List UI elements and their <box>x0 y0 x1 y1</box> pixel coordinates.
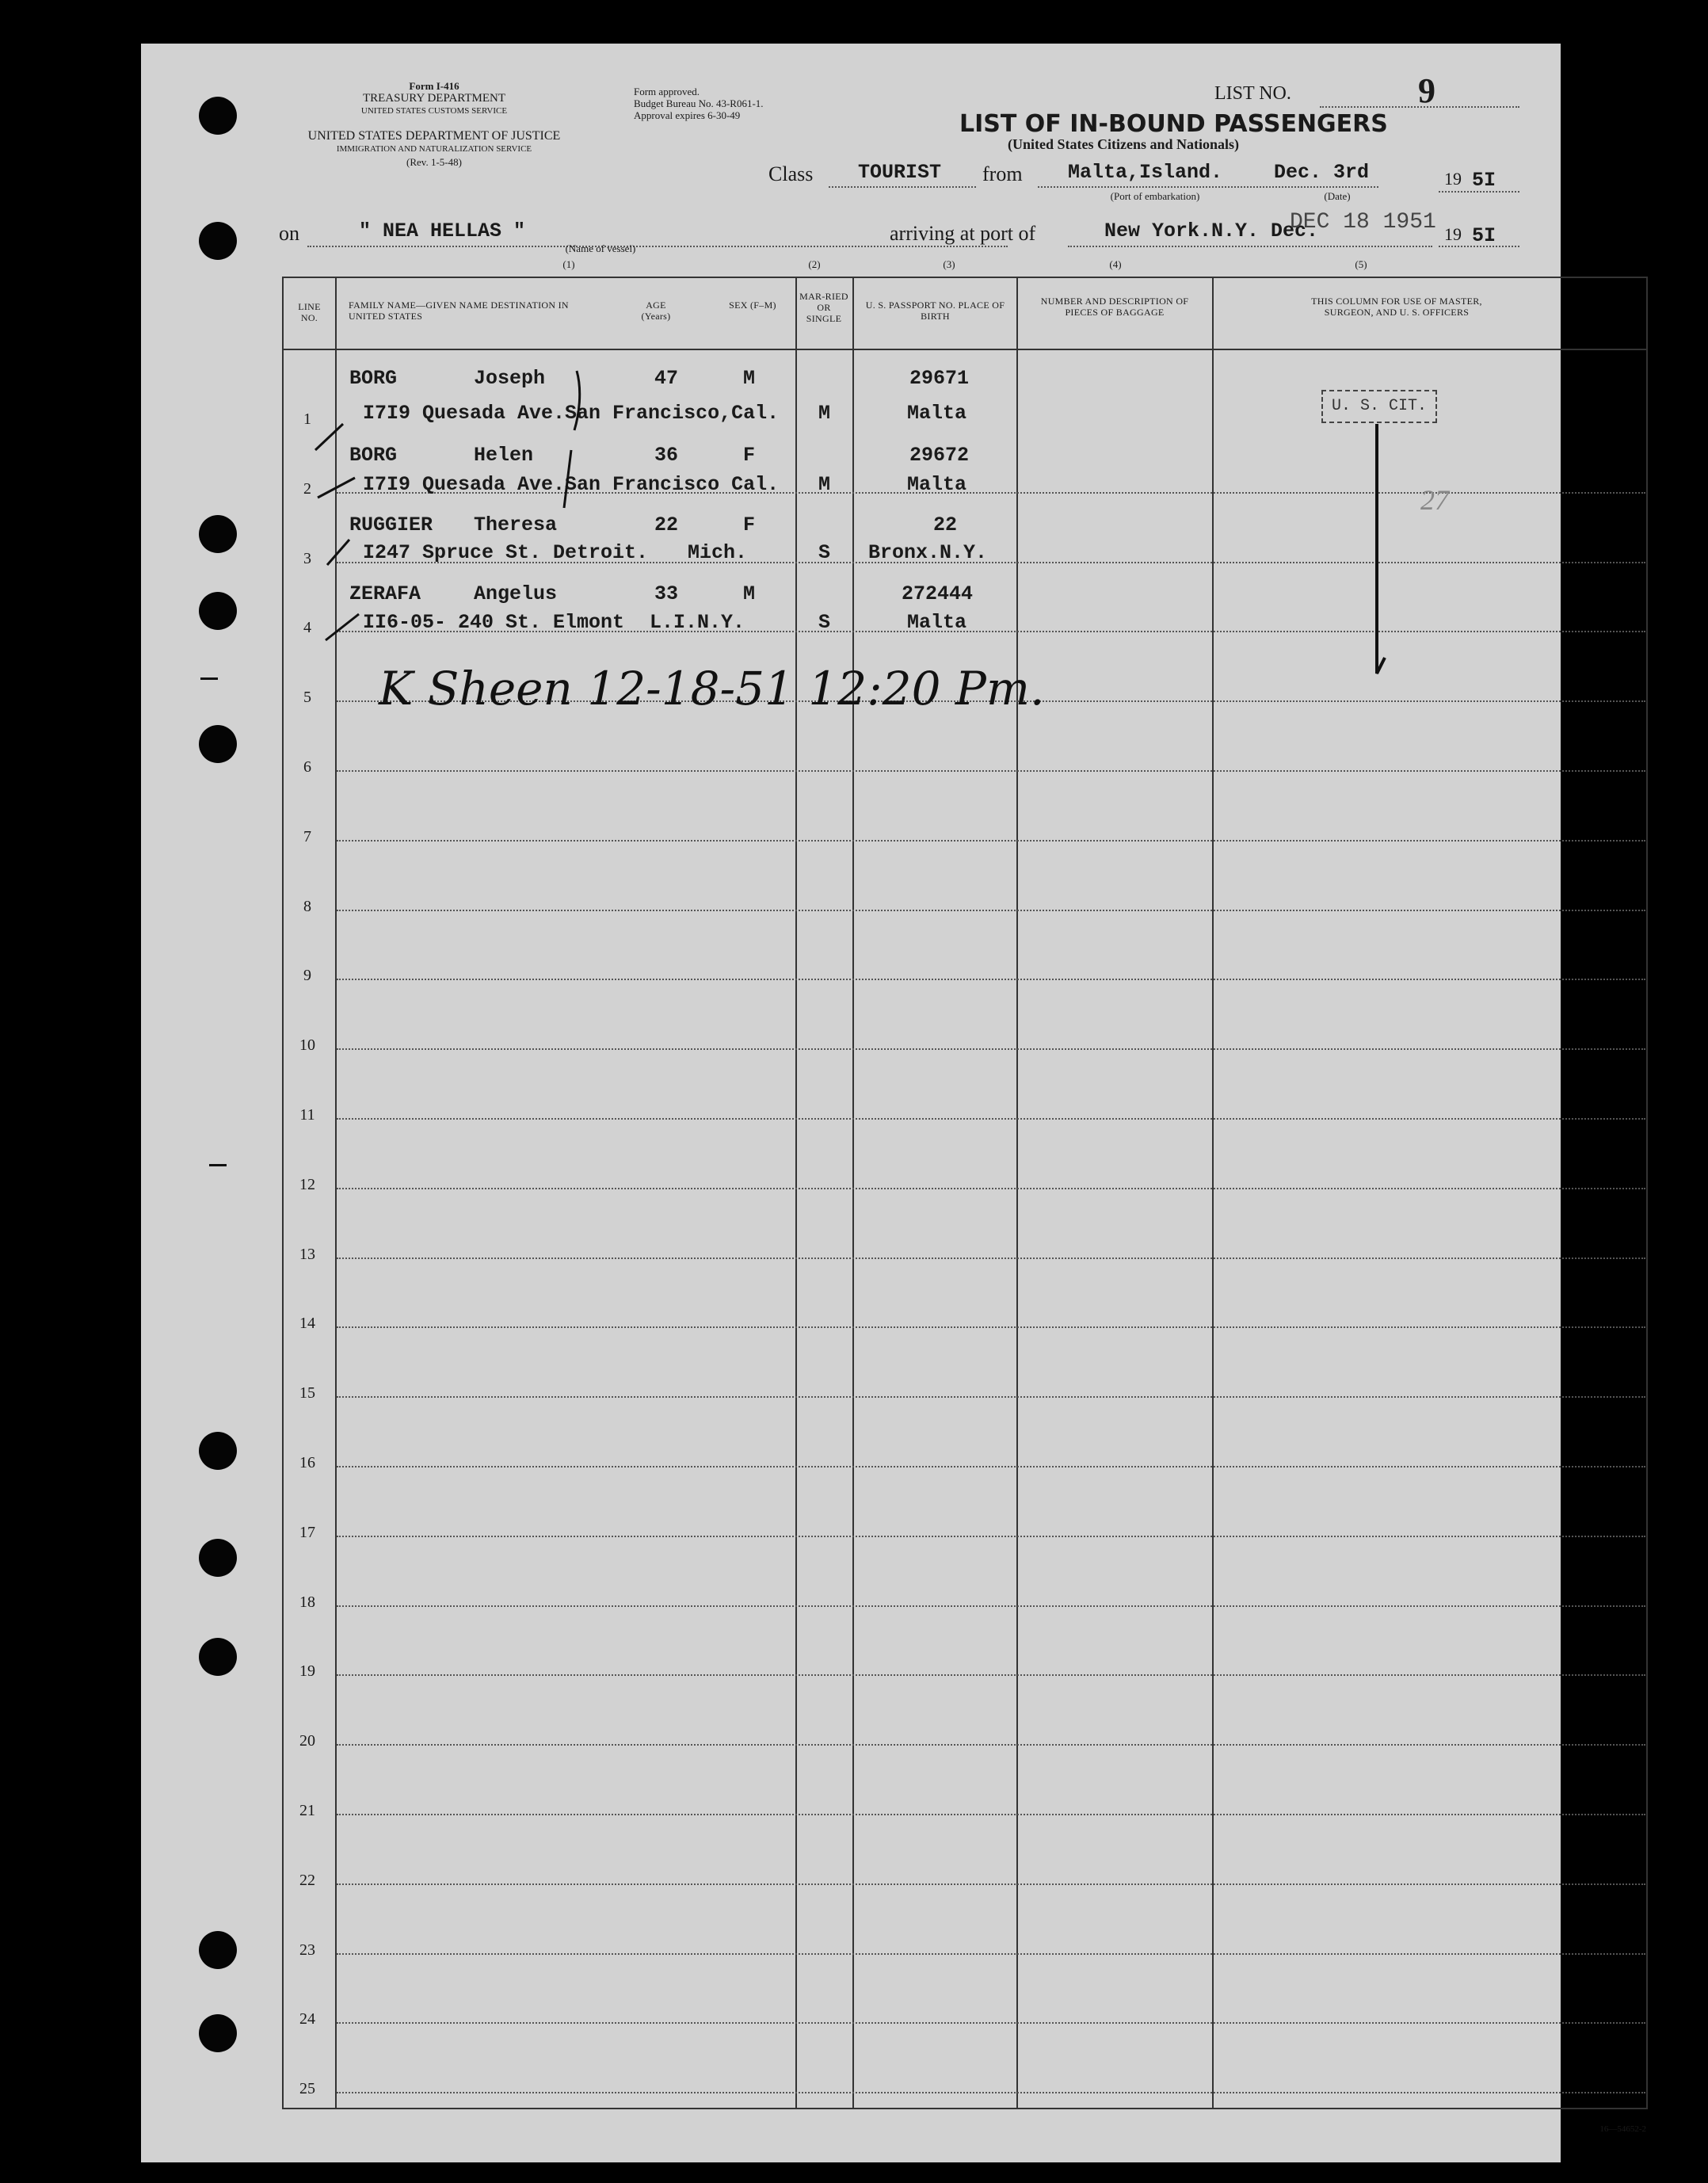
row-line <box>337 2092 1645 2093</box>
line-number: 14 <box>299 1315 315 1332</box>
revision: (Rev. 1-5-48) <box>406 156 462 168</box>
row-line <box>337 1258 1645 1259</box>
row-line <box>337 1188 1645 1189</box>
sex: M <box>743 582 756 605</box>
address: I247 Spruce St. Detroit. <box>363 541 649 564</box>
line-number: 24 <box>299 2010 315 2028</box>
marital-status: M <box>818 402 831 425</box>
marital-status: S <box>818 611 831 634</box>
year-suffix-2: 5I <box>1472 224 1496 247</box>
header-baggage: NUMBER AND DESCRIPTION OF PIECES OF BAGGAGE <box>1040 296 1189 318</box>
budget-bureau: Budget Bureau No. 43-R061-1. <box>634 97 764 109</box>
address: I7I9 Quesada Ave.San Francisco,Cal. <box>363 402 780 425</box>
year-prefix-1: 19 <box>1444 169 1462 189</box>
age: 22 <box>654 513 679 536</box>
address: II6-05- 240 St. Elmont <box>363 611 625 634</box>
treasury-department: TREASURY DEPARTMENT <box>362 92 506 105</box>
row-line <box>337 1814 1645 1815</box>
address-state: Mich. <box>688 541 748 564</box>
row-line <box>337 979 1645 980</box>
row-line <box>337 1536 1645 1537</box>
citizen-stamp <box>1321 390 1437 423</box>
passport-no: 29671 <box>909 367 970 390</box>
passport-no: 29672 <box>909 444 970 467</box>
row-line <box>337 1048 1645 1050</box>
line-number: 23 <box>299 1941 315 1959</box>
class-line <box>829 186 976 188</box>
column-number: (2) <box>808 258 821 270</box>
passport-no: 22 <box>933 513 958 536</box>
line-number: 19 <box>299 1662 315 1680</box>
officer-note: 27 <box>1420 484 1449 516</box>
arrival-port: New York.N.Y. Dec. <box>1104 219 1319 242</box>
line-number: 11 <box>299 1106 315 1124</box>
margin-tick <box>200 677 218 680</box>
punch-hole <box>199 725 237 763</box>
header-line-no: LINE NO. <box>298 301 321 323</box>
column-number: (5) <box>1355 258 1367 270</box>
list-no-label: LIST NO. <box>1214 83 1291 104</box>
form-title: LIST OF IN-BOUND PASSENGERS <box>959 110 1388 138</box>
line-number: 25 <box>299 2080 315 2097</box>
line-number: 3 <box>303 550 311 567</box>
footer-code: 16—54652-2 <box>1599 2124 1646 2134</box>
form-subtitle: (United States Citizens and Nationals) <box>1007 136 1239 152</box>
row-line <box>337 840 1645 842</box>
row-line <box>337 2022 1645 2024</box>
address-state: L.I.N.Y. <box>650 611 745 634</box>
given-name: Theresa <box>474 513 558 536</box>
row-line <box>337 1605 1645 1607</box>
row-line <box>337 1883 1645 1885</box>
age: 33 <box>654 582 679 605</box>
line-number: 12 <box>299 1176 315 1193</box>
row-line <box>337 770 1645 772</box>
line-number: 15 <box>299 1384 315 1402</box>
column-number: (1) <box>562 258 575 270</box>
row-line <box>337 1674 1645 1676</box>
header-officers: THIS COLUMN FOR USE OF MASTER, SURGEON, AND U. S. OFFICERS <box>1311 296 1482 318</box>
line-number: 5 <box>303 689 311 706</box>
passport-no: 272444 <box>902 582 974 605</box>
vessel-name: " NEA HELLAS " <box>359 219 526 242</box>
embarkation-date: Dec. 3rd <box>1274 161 1370 184</box>
class-label: Class <box>768 162 814 185</box>
immigration-service: IMMIGRATION AND NATURALIZATION SERVICE <box>336 144 532 154</box>
pen-check-marks <box>311 359 834 644</box>
line-number: 8 <box>303 898 311 915</box>
handwritten-signature: K Sheen 12-18-51 12:20 Pm. <box>379 662 1045 716</box>
arrival-line <box>1068 246 1432 247</box>
from-label: from <box>982 162 1023 185</box>
column-number: (3) <box>943 258 955 270</box>
line-number: 2 <box>303 480 311 498</box>
place-of-birth: Bronx.N.Y. <box>868 541 988 564</box>
column-divider <box>852 277 854 2109</box>
header-married: MAR-RIED OR SINGLE <box>799 291 848 324</box>
punch-hole <box>199 1638 237 1676</box>
line-number: 4 <box>303 619 311 636</box>
year-suffix-1: 5I <box>1472 169 1496 192</box>
given-name: Angelus <box>474 582 558 605</box>
column-divider <box>1212 277 1214 2109</box>
header-passport: U. S. PASSPORT NO. PLACE OF BIRTH <box>865 300 1005 322</box>
customs-service: UNITED STATES CUSTOMS SERVICE <box>360 106 508 116</box>
embarkation-caption: (Port of embarkation) <box>1110 190 1200 202</box>
place-of-birth: Malta <box>907 402 967 425</box>
place-of-birth: Malta <box>907 611 967 634</box>
address: I7I9 Quesada Ave.San Francisco Cal. <box>363 473 780 496</box>
sex: F <box>743 444 756 467</box>
sex: F <box>743 513 756 536</box>
row-line <box>337 1466 1645 1467</box>
table-header-border <box>282 349 1648 350</box>
line-number: 13 <box>299 1246 315 1263</box>
age: 47 <box>654 367 679 390</box>
table-top-border <box>282 277 1648 278</box>
line-number: 7 <box>303 828 311 845</box>
punch-hole <box>199 222 237 260</box>
citizen-stamp-text: U. S. CIT. <box>1331 397 1428 415</box>
line-number: 16 <box>299 1454 315 1471</box>
punch-hole <box>199 1432 237 1470</box>
line-number: 17 <box>299 1524 315 1541</box>
family-name: BORG <box>349 367 398 390</box>
form-approved: Form approved. <box>634 86 700 97</box>
line-number: 22 <box>299 1872 315 1889</box>
punch-hole <box>199 515 237 553</box>
year-line-1 <box>1439 191 1519 193</box>
punch-hole <box>199 1931 237 1969</box>
embarkation-port: Malta,Island. <box>1068 161 1223 184</box>
header-sex: SEX (F–M) <box>729 300 776 311</box>
family-name: BORG <box>349 444 398 467</box>
column-divider <box>1016 277 1018 2109</box>
header-name: FAMILY NAME—GIVEN NAME DESTINATION IN UNITED STATES <box>349 300 569 322</box>
marital-status: S <box>818 541 831 564</box>
line-number: 1 <box>303 410 311 428</box>
row-line <box>337 1118 1645 1120</box>
line-number: 10 <box>299 1036 315 1054</box>
given-name: Helen <box>474 444 534 467</box>
row-line <box>337 1953 1645 1955</box>
row-line <box>337 1326 1645 1328</box>
approval-expires: Approval expires 6-30-49 <box>634 109 741 121</box>
given-name: Joseph <box>474 367 546 390</box>
punch-hole <box>199 97 237 135</box>
vessel-caption: (Name of vessel) <box>565 242 636 254</box>
line-number: 6 <box>303 758 311 776</box>
class-value: TOURIST <box>858 161 942 184</box>
line-number: 20 <box>299 1732 315 1750</box>
margin-tick <box>209 1164 227 1166</box>
punch-hole <box>199 592 237 630</box>
manifest-sheet <box>141 44 1646 2162</box>
line-number: 18 <box>299 1593 315 1611</box>
sex: M <box>743 367 756 390</box>
form-number: Form I-416 <box>409 80 459 92</box>
column-number: (4) <box>1109 258 1122 270</box>
marital-status: M <box>818 473 831 496</box>
officer-bracket-mark <box>1361 420 1409 689</box>
family-name: RUGGIER <box>349 513 433 536</box>
punch-hole <box>199 1539 237 1577</box>
arriving-label: arriving at port of <box>890 222 1036 245</box>
justice-department: UNITED STATES DEPARTMENT OF JUSTICE <box>307 129 561 143</box>
row-line <box>337 910 1645 911</box>
line-number: 9 <box>303 967 311 984</box>
place-of-birth: Malta <box>907 473 967 496</box>
family-name: ZERAFA <box>349 582 421 605</box>
punch-hole <box>199 2014 237 2052</box>
arrival-date-stamp: DEC 18 1951 <box>1290 210 1436 235</box>
year-line-2 <box>1439 246 1519 247</box>
table-left-border <box>282 277 284 2109</box>
row-line <box>337 1744 1645 1746</box>
from-line <box>1038 186 1378 188</box>
header-age: AGE (Years) <box>641 300 671 322</box>
row-line <box>337 1396 1645 1398</box>
on-label: on <box>279 222 299 245</box>
line-number: 21 <box>299 1802 315 1819</box>
year-prefix-2: 19 <box>1444 224 1462 244</box>
age: 36 <box>654 444 679 467</box>
table-right-border <box>1646 277 1648 2109</box>
list-no-value: 9 <box>1418 71 1435 110</box>
date-caption: (Date) <box>1324 190 1351 202</box>
table-bottom-border <box>282 2108 1648 2109</box>
